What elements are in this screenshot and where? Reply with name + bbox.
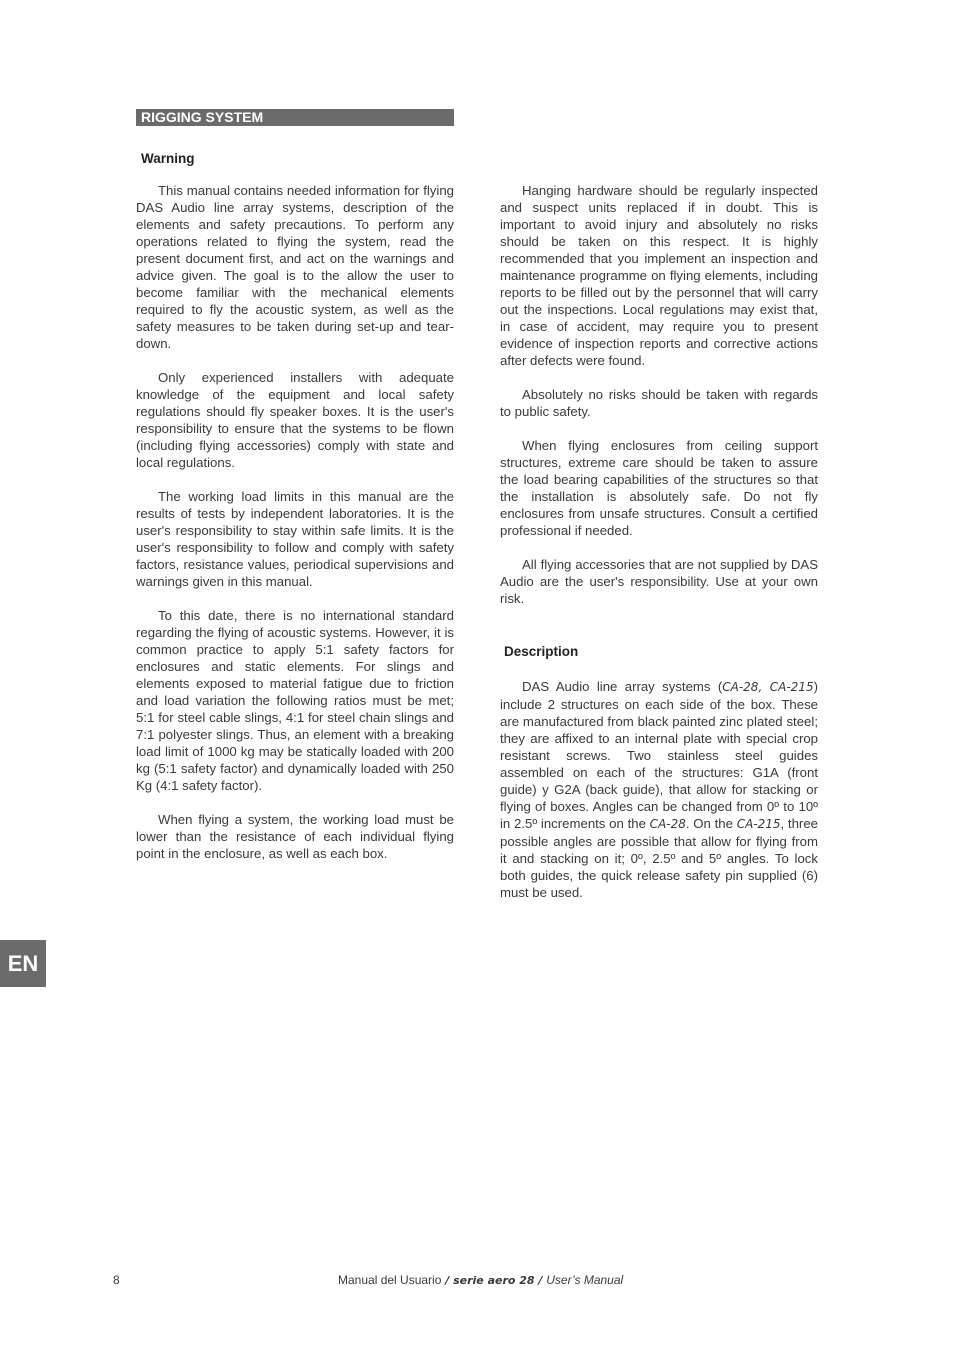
description-heading: Description — [504, 644, 579, 659]
warning-paragraph: Hanging hardware should be regularly inspected and suspect units replaced if in doubt. This is important to avoid injury and absolutely no risks should be taken on this respect. It is highly recommended that you implement an inspection and maintenance programme on flying elements, including reports to be filled out by the personnel that will carry out the inspections. Local regulations may exist that, in case of accident, may require you to present evidence of inspection reports and corrective actions after defects were found. — [500, 183, 818, 368]
left-column — [136, 182, 454, 879]
warning-paragraph: This manual contains needed information for flying DAS Audio line array systems, description of the elements and safety precautions. To perform any operations related to flying the system, read the present document first, and act on the warnings and advice given. The goal is to the allow the user to become familiar with the mechanical elements required to fly the acoustic system, as well as the safety measures to be taken during set-up and tear-down. — [136, 183, 454, 351]
model-name: CA-215 — [736, 817, 781, 831]
model-name: CA-28 — [649, 817, 686, 831]
warning-paragraph: The working load limits in this manual are the results of tests by independent laboratories. It is the user's responsibility to stay within safe limits. It is the user's responsibility to follow and comply with safety factors, resistance values, periodical supervisions and warnings given in this manual. — [136, 489, 454, 589]
description-paragraph — [500, 678, 818, 918]
warning-paragraph: Absolutely no risks should be taken with regards to public safety. — [500, 387, 818, 419]
page-number: 8 — [113, 1273, 120, 1287]
footer-separator: / — [441, 1274, 454, 1287]
warning-paragraph: To this date, there is no international standard regarding the flying of acoustic systems. However, it is common practice to apply 5:1 safety factors for enclosures and static elements. For slings and elements exposed to material fatigue due to friction and load variation the following ratios must be met; 5:1 for steel cable slings, 4:1 for steel chain slings and 7:1 polyester slings. Thus, an element with a breaking load limit of 1000 kg may be statically loaded with 200 kg (5:1 safety factor) and dynamically loaded with 250 Kg (4:1 safety factor). — [136, 608, 454, 793]
footer-users-manual: User’s Manual — [546, 1273, 624, 1287]
description-text: DAS Audio line array systems ( — [522, 679, 723, 694]
description-text: , three possible angles are possible that allow for flying from it and stacking on it; 0º, 2.5º and 5º angles. To lock both guides, the quick release safety pin supplied (6) must be used. — [500, 816, 818, 900]
description-text: ) include 2 structures on each side of the box. These are manufactured from black painted zinc plated steel; they are affixed to an internal plate with special crop resistant screws. Two stainless steel guides assembled on each of the structures: G1A (front guide) y G2A (back guide), that allow for stacking or flying of boxes. Angles can be changed from 0º to 10º in 2.5º increments on the — [500, 679, 818, 831]
footer-manual: Manual del Usuario — [338, 1273, 442, 1287]
footer-series: serie aero 28 — [453, 1274, 535, 1287]
warning-paragraph: When flying enclosures from ceiling support structures, extreme care should be taken to assure the load bearing capabilities of the structures so that the installation is absolutely safe. Do not fly enclosures from unsafe structures. Consult a certified professional if needed. — [500, 438, 818, 538]
description-text: . On the — [685, 816, 737, 831]
model-name: CA-28, CA-215 — [722, 680, 814, 694]
warning-paragraph: When flying a system, the working load must be lower than the resistance of each individual flying point in the enclosure, as well as each box. — [136, 812, 454, 861]
section-title: RIGGING SYSTEM — [136, 109, 454, 126]
footer-title — [338, 1273, 623, 1287]
warning-paragraph: Only experienced installers with adequate knowledge of the equipment and local safety regulations should fly speaker boxes. It is the user's responsibility to ensure that the systems to be flown (including flying accessories) comply with state and local regulations. — [136, 370, 454, 470]
warning-heading: Warning — [141, 151, 195, 166]
warning-paragraph: All flying accessories that are not supplied by DAS Audio are the user's responsibility. Use at your own risk. — [500, 557, 818, 606]
footer-separator: / — [534, 1274, 547, 1287]
language-tab: EN — [0, 940, 46, 987]
right-column — [500, 182, 818, 624]
